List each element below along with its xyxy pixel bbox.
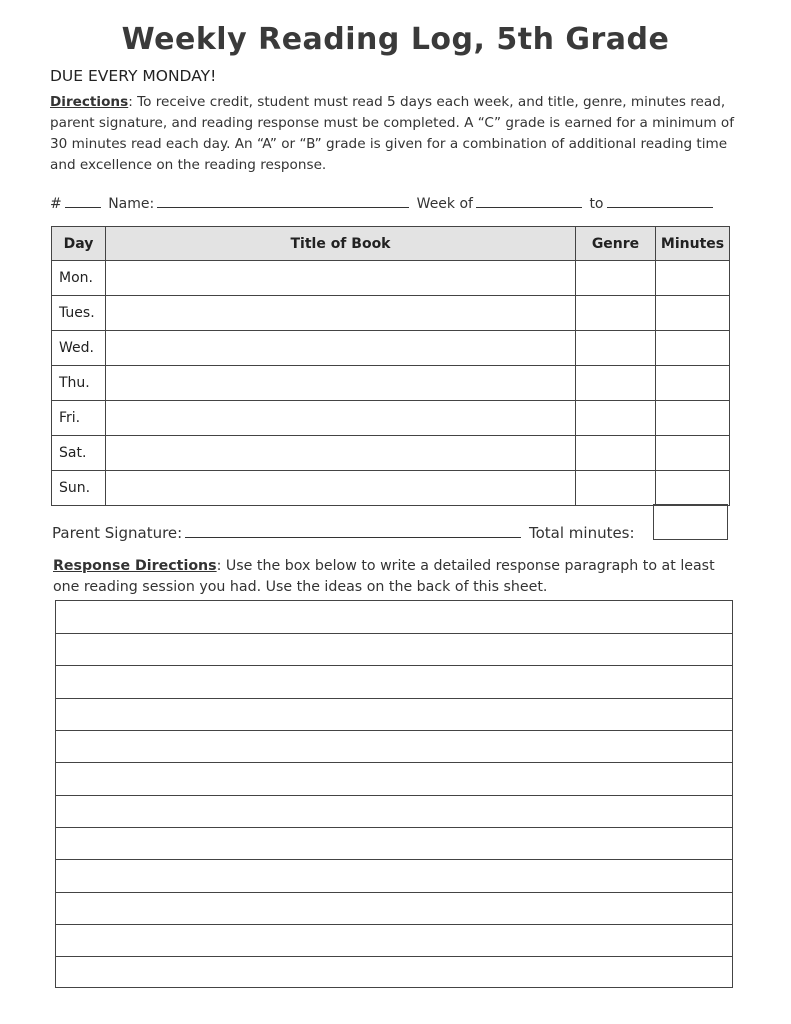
writing-line (56, 924, 732, 925)
title-cell[interactable] (106, 401, 576, 436)
writing-line (56, 859, 732, 860)
header-title-of-book: Title of Book (106, 227, 576, 261)
genre-cell[interactable] (576, 261, 656, 296)
genre-cell[interactable] (576, 296, 656, 331)
minutes-cell[interactable] (656, 366, 730, 401)
page-title: Weekly Reading Log, 5th Grade (121, 22, 670, 57)
minutes-cell[interactable] (656, 296, 730, 331)
writing-line (56, 827, 732, 828)
reading-log-table (51, 226, 730, 506)
header-genre: Genre (576, 227, 656, 261)
table-row (52, 296, 730, 331)
table-row (52, 436, 730, 471)
to-label: to (589, 196, 604, 212)
minutes-cell[interactable] (656, 401, 730, 436)
writing-line (56, 762, 732, 763)
header-day: Day (52, 227, 106, 261)
due-notice: DUE EVERY MONDAY! (50, 67, 217, 85)
writing-line (56, 795, 732, 796)
directions-paragraph (50, 92, 740, 176)
genre-cell[interactable] (576, 401, 656, 436)
week-start-field[interactable] (476, 194, 582, 208)
name-field[interactable] (157, 194, 409, 208)
genre-cell[interactable] (576, 366, 656, 401)
writing-line (56, 730, 732, 731)
title-cell[interactable] (106, 296, 576, 331)
day-cell: Sun. (52, 471, 106, 506)
writing-line (56, 956, 732, 957)
title-cell[interactable] (106, 261, 576, 296)
minutes-cell[interactable] (656, 436, 730, 471)
week-of-label: Week of (416, 196, 473, 212)
table-row (52, 401, 730, 436)
day-cell: Wed. (52, 331, 106, 366)
day-cell: Thu. (52, 366, 106, 401)
response-directions (53, 556, 733, 598)
day-cell: Sat. (52, 436, 106, 471)
directions-text: : To receive credit, student must read 5 days each week, and title, genre, minutes read, parent signature, and reading response must be completed. A “C” grade is earned for a minimum of 30 minutes read each day. An “A” or “B” grade is given for a combination of additional reading time and excellence on the reading response. (50, 94, 735, 173)
writing-line (56, 633, 732, 634)
title-cell[interactable] (106, 366, 576, 401)
day-cell: Mon. (52, 261, 106, 296)
title-cell[interactable] (106, 436, 576, 471)
total-minutes-label: Total minutes: (528, 524, 635, 542)
name-label: Name: (108, 196, 155, 212)
response-writing-box[interactable] (55, 600, 733, 988)
genre-cell[interactable] (576, 436, 656, 471)
genre-cell[interactable] (576, 331, 656, 366)
table-row (52, 471, 730, 506)
table-row (52, 261, 730, 296)
title-cell[interactable] (106, 331, 576, 366)
minutes-cell[interactable] (656, 261, 730, 296)
number-label: # (50, 196, 62, 212)
writing-line (56, 892, 732, 893)
student-info-line (50, 194, 730, 212)
response-directions-text: : Use the box below to write a detailed response paragraph to at least one reading session you had. Use the ideas on the back of this sheet. (53, 558, 715, 595)
header-minutes: Minutes (656, 227, 730, 261)
number-field[interactable] (65, 194, 101, 208)
day-cell: Fri. (52, 401, 106, 436)
week-end-field[interactable] (607, 194, 713, 208)
parent-signature-field[interactable] (185, 523, 521, 538)
total-minutes-box[interactable] (653, 504, 728, 540)
minutes-cell[interactable] (656, 471, 730, 506)
response-directions-label: Response Directions (53, 558, 217, 574)
minutes-cell[interactable] (656, 331, 730, 366)
directions-label: Directions (50, 94, 129, 110)
genre-cell[interactable] (576, 471, 656, 506)
signature-line (52, 523, 635, 542)
table-row (52, 331, 730, 366)
title-cell[interactable] (106, 471, 576, 506)
table-header-row (52, 227, 730, 261)
writing-line (56, 665, 732, 666)
table-row (52, 366, 730, 401)
writing-line (56, 698, 732, 699)
parent-signature-label: Parent Signature: (52, 524, 183, 542)
day-cell: Tues. (52, 296, 106, 331)
